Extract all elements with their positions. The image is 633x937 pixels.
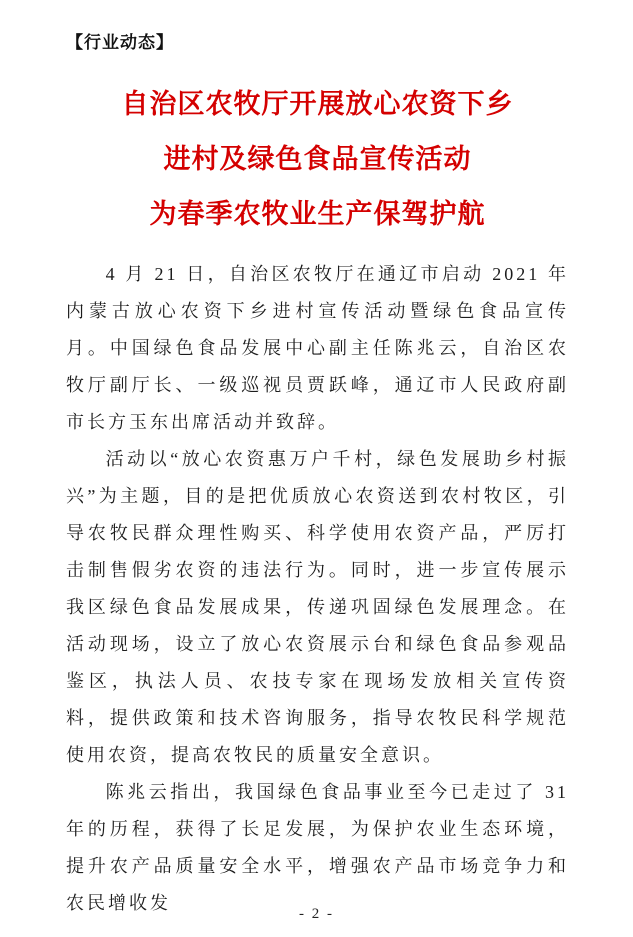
paragraph-2: 活动以“放心农资惠万户千村，绿色发展助乡村振兴”为主题，目的是把优质放心农资送到农村牧区，引导农牧民群众理性购买、科学使用农资产品，严厉打击制售假劣农资的违法行为。同时，进一步宣传展示我区绿色食品发展成果，传递巩固绿色发展理念。在活动现场，设立了放心农资展示台和绿色食品参观品鉴区，执法人员、农技专家在现场发放相关宣传资料，提供政策和技术咨询服务，指导农牧民科学规范使用农资，提高农牧民的质量安全意识。 [66, 449, 569, 765]
section-tag: 【行业动态】 [66, 33, 174, 52]
document-body [66, 256, 569, 922]
title-line-1: 自治区农牧厅开展放心农资下乡 [121, 89, 514, 119]
title-line-2: 进村及绿色食品宣传活动 [163, 144, 472, 174]
paragraph-3: 陈兆云指出，我国绿色食品事业至今已走过了 31 年的历程，获得了长足发展，为保护农业生态环境，提升农产品质量安全水平，增强农产品市场竞争力和农民增收发 [66, 782, 569, 913]
document-title [66, 77, 569, 242]
paragraph-1: 4 月 21 日，自治区农牧厅在通辽市启动 2021 年内蒙古放心农资下乡进村宣传活动暨绿色食品宣传月。中国绿色食品发展中心副主任陈兆云，自治区农牧厅副厅长、一级巡视员贾跃峰，通辽市人民政府副市长方玉东出席活动并致辞。 [66, 264, 569, 432]
page-number: - 2 - [299, 906, 334, 922]
title-line-3: 为春季农牧业生产保驾护航 [149, 199, 486, 229]
